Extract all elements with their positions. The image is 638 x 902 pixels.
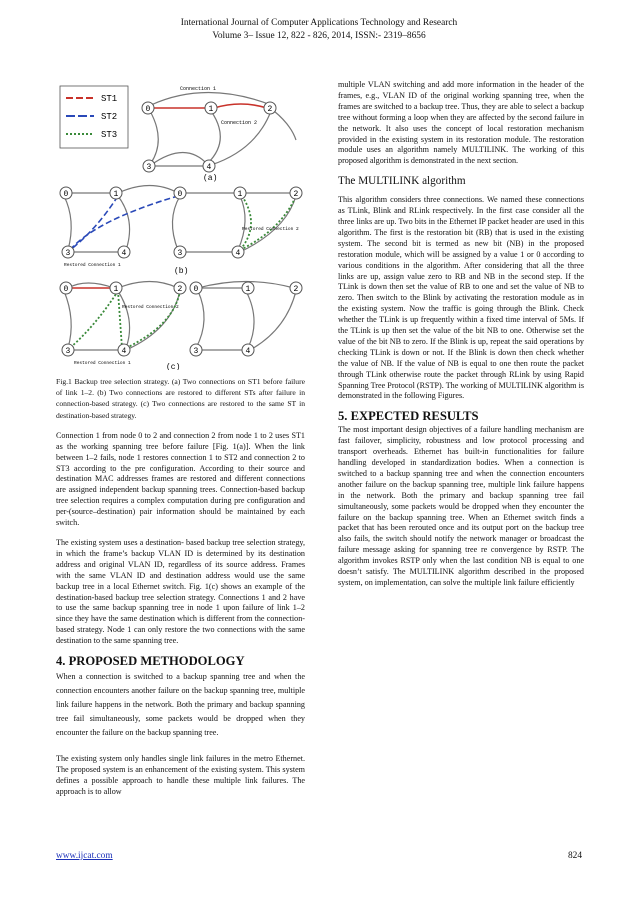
node-label: 1 bbox=[237, 190, 243, 199]
section-heading-4: 4. PROPOSED METHODOLOGY bbox=[56, 654, 245, 669]
node-label: 3 bbox=[65, 347, 71, 356]
paragraph: The existing system only handles single link failures in the metro Ethernet. The proposed system is an enhancement of the existing system. This system defines a possible approach to handle these multiple link failures. The approach is to allow bbox=[56, 753, 305, 796]
figure-caption: Fig.1 Backup tree selection strategy. (a) Two connections on ST1 before failure of link 1–2. (b) Two connections are restored to different STs after failure in connection-based strategy. (c) Two connections are restored to the same ST in destination-based strategy. bbox=[56, 377, 305, 420]
legend-st3: ST3 bbox=[101, 130, 118, 140]
subsection-heading: The MULTILINK algorithm bbox=[338, 175, 466, 188]
page-header bbox=[0, 17, 638, 43]
node-label: 4 bbox=[245, 347, 251, 356]
page-number: 824 bbox=[567, 851, 582, 861]
node-label: 4 bbox=[206, 163, 212, 172]
node-label: 1 bbox=[113, 285, 119, 294]
paragraph: The existing system uses a destination- based backup tree selection strategy, in which the frame’s backup VLAN ID is determined by its destination address and original VLAN ID, regardless of its source address. Frames with the same VLAN ID and destination address would use the same backup tree in a local Ethernet switch. Fig. 1(c) shows an example of the destination-based backup tree selection strategy. Connections 1 and 2 have to use the same backup spanning tree in node 1 upon failure of link 1–2 since they have the same destination which is different from the connection-based strategy. Node 1 can only restore the two connections with the same destination to the same spanning tree. bbox=[56, 537, 305, 646]
paragraph: The most important design objectives of a failure handling mechanism are fast failover, simplicity, robustness and low protocol processing and transport overheads. Ethernet has built-in functionalities for failure handling developed in standardization bodies. When a connection is switched to a backup spanning tree and when the connection encounters another failure on the backup spanning tree, multiple link failure happens in the network. Both the primary and backup spanning tree fail simultaneously, some packets would be dropped when they encounter the failure on the backup spanning tree. When an Ethernet switch finds a packet that has been rerouted once and its output port on the backup tree also fails, the switch should notify the network manager or broadcast the failure message asking for spanning tree re convergence by RSTP. The algorithm invokes RSTP only when the last condition NB is equal to one doesn’t satisfy. The MULTILINK algorithm described in the proposed system, on implementation, can solve the multiple link failure efficiently bbox=[338, 425, 584, 587]
restored-conn2-label: Restored Connection 2 bbox=[242, 227, 299, 232]
node-label: 1 bbox=[208, 105, 214, 114]
right-column bbox=[338, 80, 584, 598]
connection1-label: Connection 1 bbox=[180, 86, 217, 92]
paragraph: This algorithm considers three connections. We named these connections as TLink, Blink and RLink respectively. In the first case consider all the three links are up. Two bits in the Ethernet IP packet header are used in this algorithm. The first is the restoration bit (RB) that is used in the existing system. The second bit is termed as new bit (NB) in the proposed restoration module, which will be assigned by a value 1 or 0 according to various conditions in the algorithm. After considering that all the three links are up, assign value zero to RB and NB in the second step. If the TLink is down then set the value of RB to one and set the value of NB to zero. Then switch to the Blink by activating the restoration module as in the existing system. Now the traffic is going through the Blink. Check whether the TLink is up frequently within a fixed time interval of 5Ms. If the TLink is up then set the value of the bit NB to one. Otherwise set the value of the bit NB to zero. If the Blink is up, repeat the said operations by checking TLink is down or not. If the Blink is down then check whether the value of NB. If the value of NB is equal to one then route the packet through TLink otherwise route the packet through RLink by using Rapid Spanning Tree Protocol (RSTP). The working of MULTILINK algorithm is demonstrated in the following Figures. bbox=[338, 195, 584, 401]
node-label: 3 bbox=[146, 163, 152, 172]
panel-c bbox=[60, 282, 302, 371]
restored-conn1-label: Restored Connection 1 bbox=[64, 263, 121, 268]
journal-url-link[interactable]: www.ijcat.com bbox=[56, 851, 113, 861]
restored-conn1-path-c bbox=[70, 291, 118, 348]
subfig-b-label: (b) bbox=[174, 267, 189, 276]
restored-conn2-label-c: Restored Connection 2 bbox=[122, 305, 179, 310]
subfig-a-label: (a) bbox=[203, 174, 218, 183]
node-label: 2 bbox=[267, 105, 273, 114]
node-label: 4 bbox=[121, 347, 127, 356]
node-label: 4 bbox=[235, 249, 241, 258]
left-column bbox=[56, 80, 305, 807]
connection2-label: Connection 2 bbox=[221, 120, 258, 126]
figure-1 bbox=[56, 80, 305, 370]
subfig-c-label: (c) bbox=[166, 363, 181, 370]
journal-title: International Journal of Computer Applications Technology and Research bbox=[180, 18, 458, 28]
section-heading-5: 5. EXPECTED RESULTS bbox=[338, 409, 479, 424]
node-label: 0 bbox=[177, 190, 183, 199]
paragraph: multiple VLAN switching and add more information in the header of the frames, e.g., VLAN ID of the original working spanning tree, when the frames are switched to a backup tree. Thus, they are able to select a backup tree without forming a loop when they are affected by the second failure in the network. It also uses the concept of local restoration mechanism provided in the existing system in its restoration module. The restoration module uses an algorithm namely MULTILINK. The working of this proposed algorithm is demonstrated in the next section. bbox=[338, 80, 584, 166]
node-label: 2 bbox=[177, 285, 183, 294]
paragraph: When a connection is switched to a backup spanning tree and when the connection encounters another failure on the backup spanning tree, multiple link failure happens in the network. Both the primary and backup spanning tree fail simultaneously, some packets would be dropped when they encounter the failure on the backup spanning tree. bbox=[56, 671, 305, 737]
legend-st2: ST2 bbox=[101, 112, 118, 122]
panel-b bbox=[60, 186, 302, 277]
node-label: 1 bbox=[245, 285, 251, 294]
panel-a bbox=[60, 86, 296, 183]
paragraph: Connection 1 from node 0 to 2 and connection 2 from node 1 to 2 uses ST1 as the working spanning tree before failure [Fig. 1(a)]. When the link between 1–2 fails, node 1 restores connection 1 to ST2 and connection 2 to ST3 according to the pre configuration. According to their source and destination MAC addresses frames are restored and different connections are assigned independent backup spanning trees. Connection-based backup tree selection requires a complex computation during pre configuration and per-(source–destination) pair information should be maintained by each switch. bbox=[56, 430, 305, 528]
node-label: 3 bbox=[193, 347, 199, 356]
volume-info: Volume 3– Issue 12, 822 - 826, 2014, ISSN:- 2319–8656 bbox=[212, 31, 426, 41]
node-label: 3 bbox=[177, 249, 183, 258]
node-label: 3 bbox=[65, 249, 71, 258]
node-label: 0 bbox=[145, 105, 151, 114]
node-label: 2 bbox=[293, 285, 299, 294]
node-label: 0 bbox=[63, 190, 69, 199]
restored-conn1-label-c: Restored Connection 1 bbox=[74, 361, 131, 366]
node-label: 2 bbox=[293, 190, 299, 199]
node-label: 1 bbox=[113, 190, 119, 199]
node-label: 0 bbox=[63, 285, 69, 294]
legend-st1: ST1 bbox=[101, 94, 118, 104]
network-diagram bbox=[56, 80, 305, 370]
node-label: 0 bbox=[193, 285, 199, 294]
node-label: 4 bbox=[121, 249, 127, 258]
